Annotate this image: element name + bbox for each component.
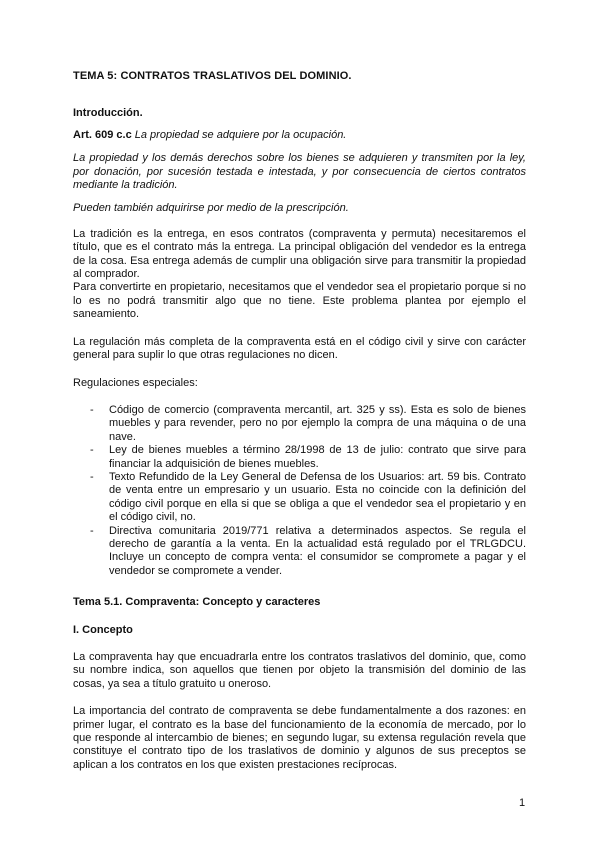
list-item-text: Ley de bienes muebles a término 28/1998 de 13 de julio: contrato que sirve para financiar la adquisición de bienes muebles. [109, 444, 526, 470]
page-number: 1 [519, 797, 526, 809]
paragraph-tradicion: La tradición es la entrega, en esos contratos (compraventa y permuta) necesitaremos el título, que es el contrato más la entrega. La principal obligación del vendedor es la entrega de la cosa. Esa entrega además de cumplir una obligación sirve para transmitir la propiedad al comprador. [73, 227, 526, 281]
list-item-text: Código de comercio (compraventa mercantil, art. 325 y ss). Esta es solo de bienes muebles y para revender, pero no por ejemplo la compra de una máquina o de una nave. [109, 403, 526, 443]
list-item-text: Directiva comunitaria 2019/771 relativa a determinados aspectos. Se regula el derecho de garantía a la venta. En la actualidad está regulado por el TRLGDCU. Incluye un concepto de compra venta: el consumidor se compromete a pagar y el vendedor se compromete a vender. [109, 524, 526, 577]
list-dash: - [90, 403, 94, 416]
intro-heading: Introducción. [73, 107, 143, 120]
regulations-list [73, 404, 526, 578]
list-item [73, 404, 526, 444]
page-content [73, 70, 526, 772]
list-item [73, 444, 526, 471]
paragraph-regulacion: La regulación más completa de la compraventa está en el código civil y sirve con carácter general para suplir lo que otras regulaciones no dicen. [73, 335, 526, 362]
list-item-text: Texto Refundido de la Ley General de Defensa de los Usuarios: art. 59 bis. Contrato de venta entre un empresario y un usuario. Esta no coincide con la definición del código civil porque en ella si que se obliga a que el vendedor sea el propietario y en el código civil, no. [109, 470, 526, 524]
paragraph-propietario: Para convertirte en propietario, necesitamos que el vendedor sea el propietario porque si no lo es no podrá transmitir algo que no tiene. Este problema plantea por ejemplo el saneamiento. [73, 281, 526, 321]
list-dash: - [90, 524, 94, 537]
paragraph-importancia: La importancia del contrato de compraventa se debe fundamentalmente a dos razones: en primer lugar, el contrato es la base del funcionamiento de la economía de mercado, por lo que responde al intercambio de bienes; en segundo lugar, su extensa regulación revela que constituye el contrato tipo de los traslativos de dominio y algunos de sus preceptos se aplican a los contratos en los que existen prestaciones recíprocas. [73, 705, 526, 771]
article-label: Art. 609 c.c [73, 128, 132, 141]
special-regulations-heading: Regulaciones especiales: [73, 376, 198, 389]
list-item [73, 471, 526, 525]
quote-paragraph-1: La propiedad y los demás derechos sobre los bienes se adquieren y transmiten por la ley, por donación, por sucesión testada e intestada, y por consecuencia de ciertos contratos mediante la tradición. [73, 152, 526, 192]
section-heading: Tema 5.1. Compraventa: Concepto y caracteres [73, 596, 321, 609]
subsection-heading: I. Concepto [73, 623, 133, 636]
list-dash: - [90, 470, 94, 483]
document-title: TEMA 5: CONTRATOS TRASLATIVOS DEL DOMINIO. [73, 70, 352, 82]
list-item [73, 525, 526, 579]
article-text: La propiedad se adquiere por la ocupación. [134, 128, 347, 141]
article-line [73, 129, 526, 142]
list-dash: - [90, 444, 94, 457]
paragraph-concepto: La compraventa hay que encuadrarla entre los contratos traslativos del dominio, que, como su nombre indica, son aquellos que tienen por objeto la transmisión del dominio de las cosas, ya sea a título gratuito u oneroso. [73, 651, 526, 690]
quote-paragraph-2: Pueden también adquirirse por medio de la prescripción. [73, 202, 349, 215]
